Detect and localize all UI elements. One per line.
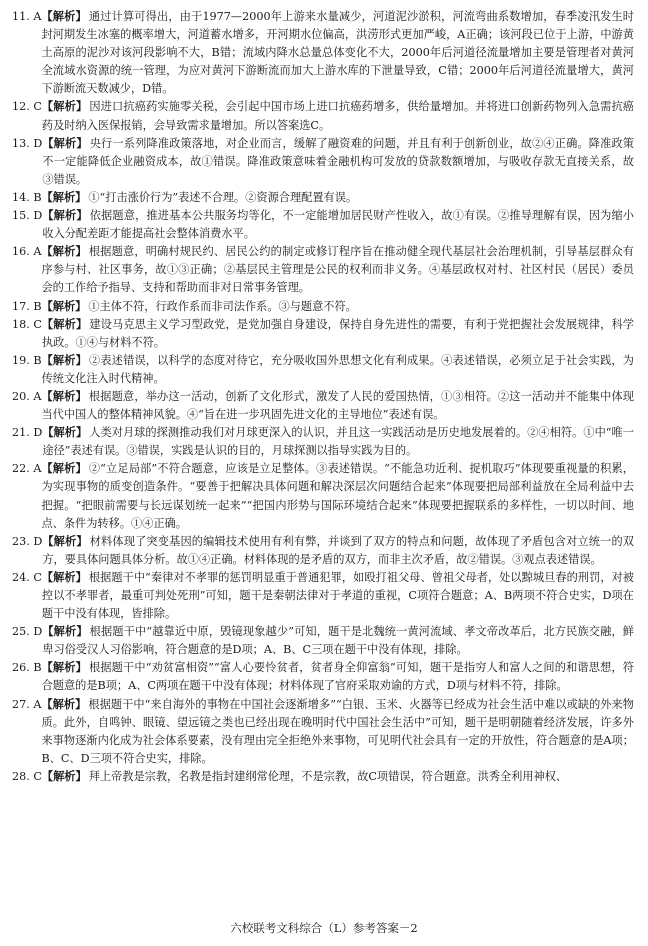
item-number: 12. C xyxy=(12,100,42,114)
item-text: 拜上帝教是宗教，名教是指封建纲常伦理，不是宗教，故C项错误，符合题意。洪秀全利用神权、 xyxy=(88,769,568,783)
item-body xyxy=(42,316,634,352)
item-number: 20. A xyxy=(12,389,42,403)
item-body xyxy=(42,569,634,623)
item-number: 13. D xyxy=(12,136,43,150)
item-body xyxy=(41,8,634,98)
analysis-tag: 【解析】 xyxy=(42,136,88,150)
answer-item-12 xyxy=(12,98,634,134)
item-text: ①主体不符，行政作系而非司法作系。③与题意不符。 xyxy=(88,299,357,313)
item-body xyxy=(42,98,634,134)
analysis-tag: 【解析】 xyxy=(41,661,87,675)
item-body xyxy=(42,207,634,243)
item-text: ①“打击涨价行为”表述不合理。②资源合理配置有误。 xyxy=(88,190,358,204)
answer-item-28 xyxy=(12,768,634,786)
item-text: 通过计算可得出，由于1977—2000年上游来水量减少，河道泥沙淤积，河流弯曲系数增加，春季凌汛发生时封河期发生冰塞的概率增大，河道蓄水增多，开河期水位偏高，洪涝形式更加严峻，A正确；该河段已位于上游，中游黄土高原的泥沙对该河段影响不大，B错；流域内降水总量总体变化不大，2000年后河道径流量增加主要是管理者对黄河全流域水资源的统一管理，为应对黄河下游断流而加大上游水库的下泄量导致，C错；2000年后河道径流量增大，黄河下游断流天数减少，D错。 xyxy=(41,10,634,96)
item-body xyxy=(42,659,634,695)
analysis-tag: 【解析】 xyxy=(42,209,88,223)
answer-item-16 xyxy=(12,243,634,297)
answer-list xyxy=(12,8,634,786)
answer-item-15 xyxy=(12,207,634,243)
analysis-tag: 【解析】 xyxy=(41,245,87,259)
item-number: 18. C xyxy=(12,317,42,331)
item-text: 根据题意，明确村规民约、居民公约的制定或修订程序旨在推动健全现代基层社会治理机制，引导基层群众有序参与村、社区事务，故①③正确；②基层民主管理是公民的权利而非义务。④基层政权对村、社区村民（居民）委员会的工作给予指导、支持和帮助而非对日常事务管理。 xyxy=(41,245,634,295)
answer-item-24 xyxy=(12,569,634,623)
item-body xyxy=(42,533,634,569)
answer-item-27 xyxy=(12,696,634,768)
item-text: 根据题干中“秦律对不孝罪的惩罚明显重于普通犯罪，如殴打祖父母、曾祖父母者，处以黥城旦舂的刑罚，对被控以不孝罪者，最重可判处死刑”可知，题干是秦朝法律对于孝道的重视，C项符合题意；A、B两项不符合史实，D项在题干中没有体现，皆排除。 xyxy=(41,570,634,621)
item-text: 材料体现了突变基因的编辑技术使用有利有弊，并谈到了双方的特点和问题，故体现了矛盾包含对立统一的双方，要具体问题具体分析。故①④正确。材料体现的是矛盾的双方，而非主次矛盾，故②错误。③观点表述错误。 xyxy=(42,534,634,566)
item-text: ②“立足局部”不符合题意，应该是立足整体。③表述错误。“不能急功近利、捉机取巧”体现要重视量的积累，为实现事物的质变创造条件。“要善于把解决具体问题和解决深层次问题结合起来”体现要把局部利益放在全局利益中去把握。“把眼前需要与长远谋划统一起来”“把国内形势与国际环境结合起来”体现要把握联系的多样性，一切以时间、地点、条件为转移。①④正确。 xyxy=(41,462,634,530)
analysis-tag: 【解析】 xyxy=(41,100,88,114)
analysis-tag: 【解析】 xyxy=(41,462,87,476)
item-number: 25. D xyxy=(12,625,43,639)
item-text: 根据题意，举办这一活动，创新了文化形式，激发了人民的爱国热情，①③相符。②这一活动并不能集中体现当代中国人的整体精神风貌。④“旨在进一步巩固先进文化的主导地位”表述有误。 xyxy=(41,389,634,422)
item-body xyxy=(41,388,634,424)
answer-item-20 xyxy=(12,388,634,424)
item-number: 21. D xyxy=(12,426,43,440)
answer-item-13 xyxy=(12,135,634,189)
item-number: 23. D xyxy=(12,534,43,548)
answer-item-11 xyxy=(12,8,634,98)
item-number: 11. A xyxy=(12,10,42,23)
item-number: 14. B xyxy=(12,190,42,204)
page-footer: 六校联考文科综合（L）参考答案－2 xyxy=(230,921,418,935)
item-number: 28. C xyxy=(12,769,42,783)
analysis-tag: 【解析】 xyxy=(41,190,87,204)
item-number: 17. B xyxy=(12,299,42,313)
item-number: 15. D xyxy=(12,209,43,223)
item-body xyxy=(42,352,634,388)
analysis-tag: 【解析】 xyxy=(41,570,87,584)
analysis-tag: 【解析】 xyxy=(41,299,87,313)
analysis-tag: 【解析】 xyxy=(41,769,87,783)
analysis-tag: 【解析】 xyxy=(41,389,87,403)
item-text: 根据题干中“来自海外的事物在中国社会逐渐增多”“白银、玉米、火器等已经成为社会生活中难以或缺的外来物质。此外，自鸣钟、眼镜、望远镜之类也已经出现在晚明时代中国社会生活中”可知，题干是明朝随着经济发展，许多外来事物逐渐内化成为社会体系要素，没有理由完全拒绝外来事物，可见明代社会具有一定的开放性，符合题意的是A项；B、C、D三项不符合史实，排除。 xyxy=(41,697,634,765)
item-body xyxy=(42,623,634,659)
item-number: 27. A xyxy=(12,697,42,711)
item-body xyxy=(41,460,634,532)
answer-item-23 xyxy=(12,533,634,569)
item-number: 24. C xyxy=(12,570,42,584)
item-number: 22. A xyxy=(12,462,42,476)
item-text: 建设马克思主义学习型政党，是党加强自身建设，保持自身先进性的需要，有利于党把握社会发展规律，科学执政。①④与材料不符。 xyxy=(41,317,634,349)
item-text: ②表述错误，以科学的态度对待它，充分吸收国外思想文化有利成果。④表述错误，必须立足于社会实践，为传统文化注入时代精神。 xyxy=(41,353,634,385)
item-body xyxy=(42,424,634,460)
item-number: 19. B xyxy=(12,353,42,367)
item-body xyxy=(42,135,634,189)
answer-item-18 xyxy=(12,316,634,352)
answer-item-19 xyxy=(12,352,634,388)
item-number: 16. A xyxy=(12,245,42,259)
analysis-tag: 【解析】 xyxy=(42,426,88,440)
item-body xyxy=(41,243,634,297)
item-body xyxy=(42,768,634,786)
analysis-tag: 【解析】 xyxy=(41,10,87,23)
item-body xyxy=(42,298,634,316)
answer-item-22 xyxy=(12,460,634,532)
item-text: 根据题干中“劝贫富相资”“富人心要怜贫者，贫者身全仰富翁”可知，题干是指穷人和富人之间的和谐思想，符合题意的是B项；A、C两项在题干中没有体现；材料体现了官府采取劝谕的方式，D项与材料不符，排除。 xyxy=(41,661,634,693)
answer-item-26 xyxy=(12,659,634,695)
item-body xyxy=(42,189,634,207)
answer-item-25 xyxy=(12,623,634,659)
item-text: 因进口抗癌药实施零关税，会引起中国市场上进口抗癌药增多，供给量增加。并将进口创新药物列入急需抗癌药及时纳入医保报销，会导致需求量增加。所以答案选C。 xyxy=(41,100,634,132)
answer-item-14 xyxy=(12,189,634,207)
analysis-tag: 【解析】 xyxy=(41,353,88,367)
answer-item-17 xyxy=(12,298,634,316)
analysis-tag: 【解析】 xyxy=(41,317,88,331)
item-text: 人类对月球的探测推动我们对月球更深入的认识，并且这一实践活动是历史地发展着的。②④相符。①中“唯一途径”表述有误。③错误，实践是认识的目的，月球探测以指导实践为目的。 xyxy=(42,426,634,458)
analysis-tag: 【解析】 xyxy=(42,625,88,639)
analysis-tag: 【解析】 xyxy=(42,534,88,548)
item-text: 央行一系列降准政策落地，对企业而言，缓解了融资难的问题，并且有利于创新创业，故②④正确。降准政策不一定能降低企业融资成本，故①错误。降准政策意味着金融机构可发放的贷款数额增加，与吸收存款无直接关系，故③错误。 xyxy=(42,136,634,186)
answer-item-21 xyxy=(12,424,634,460)
item-text: 依据题意，推进基本公共服务均等化，不一定能增加居民财产性收入，故①有误。②推导理解有误，因为缩小收入分配差距才能提高社会整体消费水平。 xyxy=(42,209,634,241)
item-number: 26. B xyxy=(12,661,42,675)
item-body xyxy=(41,696,634,768)
analysis-tag: 【解析】 xyxy=(41,697,87,711)
item-text: 根据题干中“越靠近中原，毁镜现象越少”可知，题干是北魏统一黄河流域、孝文帝改革后，北方民族交融，鲜卑习俗受汉人习俗影响，符合题意的是D项；A、B、C三项在题干中没有体现，排除。 xyxy=(42,625,634,657)
